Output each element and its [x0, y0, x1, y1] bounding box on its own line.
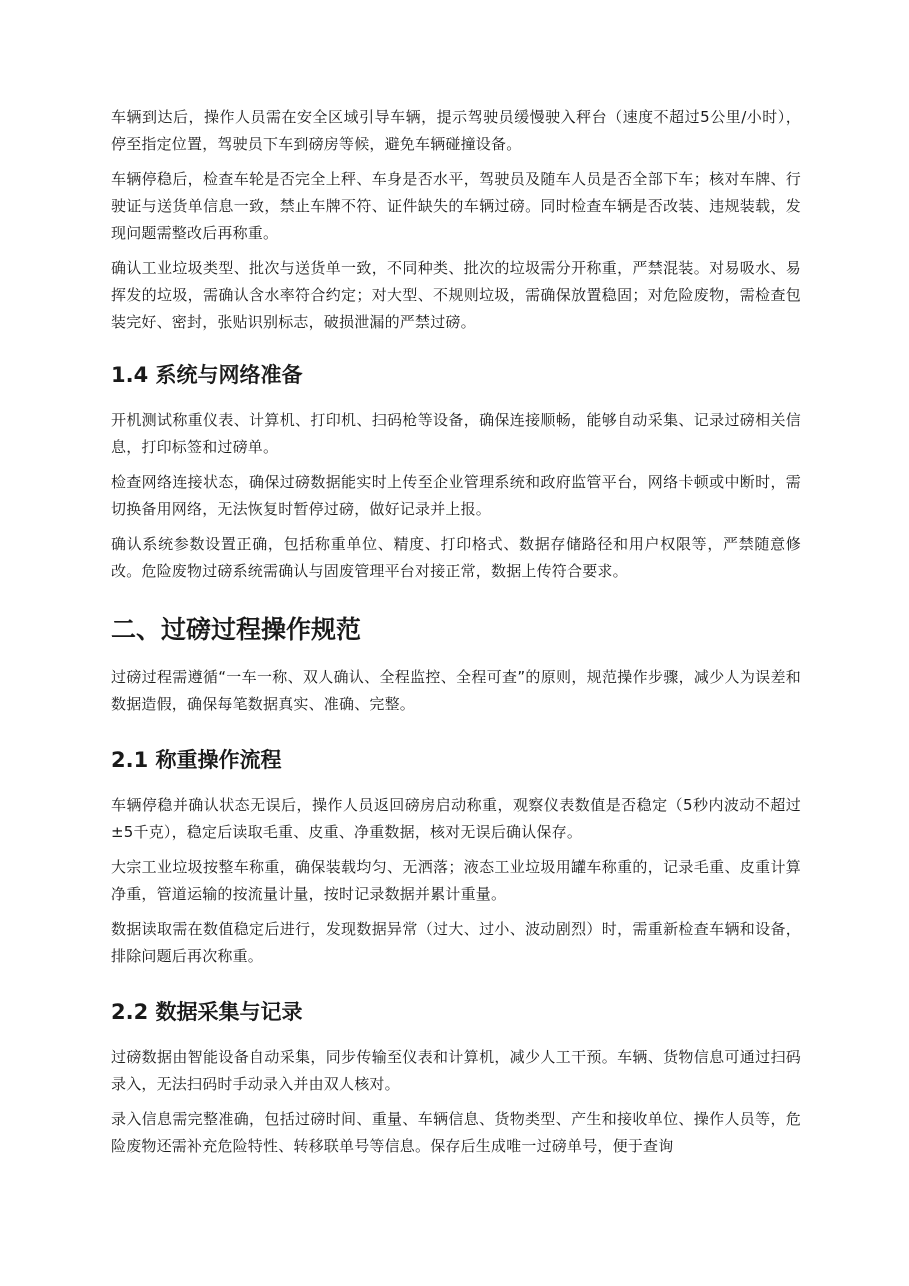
paragraph-bulk-weighing: 大宗工业垃圾按整车称重，确保装载均匀、无洒落；液态工业垃圾用罐车称重的，记录毛重、皮重计算净重，管道运输的按流量计量，按时记录数据并累计重量。	[111, 858, 801, 903]
chapter-heading-2: 二、过磅过程操作规范	[111, 615, 362, 644]
paragraph-vehicle-check: 车辆停稳后，检查车轮是否完全上秤、车身是否水平，驾驶员及随车人员是否全部下车；核对车牌、行驶证与送货单信息一致，禁止车牌不符、证件缺失的车辆过磅。同时检查车辆是否改装、违规装载，发现问题需整改后再称重。	[111, 170, 801, 242]
paragraph-network-check: 检查网络连接状态，确保过磅数据能实时上传至企业管理系统和政府监管平台，网络卡顿或中断时，需切换备用网络，无法恢复时暂停过磅，做好记录并上报。	[111, 473, 801, 518]
paragraph-data-entry: 录入信息需完整准确，包括过磅时间、重量、车辆信息、货物类型、产生和接收单位、操作人员等，危险废物还需补充危险特性、转移联单号等信息。保存后生成唯一过磅单号，便于查询	[111, 1110, 801, 1155]
paragraph-data-reading: 数据读取需在数值稳定后进行，发现数据异常（过大、过小、波动剧烈）时，需重新检查车辆和设备，排除问题后再次称重。	[111, 920, 801, 965]
paragraph-data-collection: 过磅数据由智能设备自动采集，同步传输至仪表和计算机，减少人工干预。车辆、货物信息可通过扫码录入，无法扫码时手动录入并由双人核对。	[111, 1048, 801, 1093]
section-heading-2-2: 2.2 数据采集与记录	[111, 1000, 303, 1024]
paragraph-vehicle-arrival: 车辆到达后，操作人员需在安全区域引导车辆，提示驾驶员缓慢驶入秤台（速度不超过5公里/小时），停至指定位置，驾驶员下车到磅房等候，避免车辆碰撞设备。	[111, 108, 801, 153]
paragraph-waste-confirm: 确认工业垃圾类型、批次与送货单一致，不同种类、批次的垃圾需分开称重，严禁混装。对易吸水、易挥发的垃圾，需确认含水率符合约定；对大型、不规则垃圾，需确保放置稳固；对危险废物，需检查包装完好、密封，张贴识别标志，破损泄漏的严禁过磅。	[111, 259, 801, 331]
section-heading-1-4: 1.4 系统与网络准备	[111, 363, 303, 387]
paragraph-device-test: 开机测试称重仪表、计算机、打印机、扫码枪等设备，确保连接顺畅，能够自动采集、记录过磅相关信息，打印标签和过磅单。	[111, 411, 801, 456]
paragraph-chapter-2-intro: 过磅过程需遵循“一车一称、双人确认、全程监控、全程可查”的原则，规范操作步骤，减少人为误差和数据造假，确保每笔数据真实、准确、完整。	[111, 668, 801, 713]
paragraph-system-params: 确认系统参数设置正确，包括称重单位、精度、打印格式、数据存储路径和用户权限等，严禁随意修改。危险废物过磅系统需确认与固废管理平台对接正常，数据上传符合要求。	[111, 535, 801, 580]
paragraph-weighing-start: 车辆停稳并确认状态无误后，操作人员返回磅房启动称重，观察仪表数值是否稳定（5秒内波动不超过±5千克），稳定后读取毛重、皮重、净重数据，核对无误后确认保存。	[111, 796, 801, 841]
document-page	[111, 104, 801, 1168]
section-heading-2-1: 2.1 称重操作流程	[111, 748, 282, 772]
